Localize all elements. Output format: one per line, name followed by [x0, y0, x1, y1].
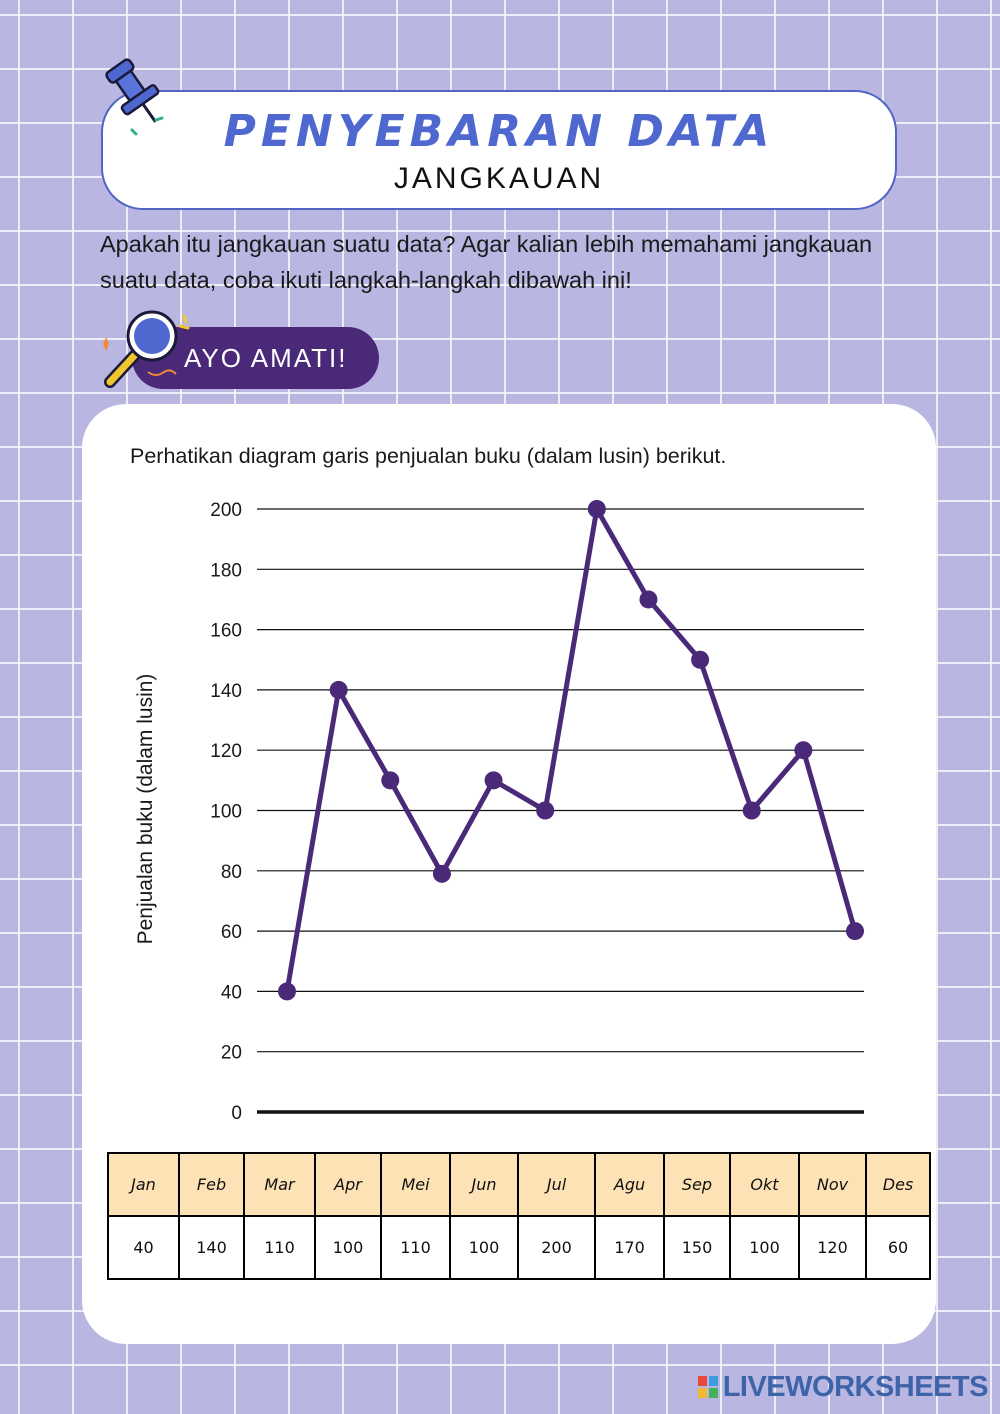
- data-point-jun: [536, 802, 554, 820]
- data-point-des: [846, 922, 864, 940]
- table-header-cell: Jul: [518, 1153, 595, 1216]
- y-tick-label: 60: [220, 922, 242, 944]
- y-tick-label: 140: [210, 680, 242, 702]
- table-value-cell: 140: [179, 1216, 244, 1279]
- table-header-cell: Mar: [244, 1153, 315, 1216]
- table-value-cell: 200: [518, 1216, 595, 1279]
- table-value-cell: 100: [730, 1216, 799, 1279]
- y-tick-label: 80: [220, 861, 242, 883]
- table-header-cell: Okt: [730, 1153, 799, 1216]
- watermark: [697, 1370, 988, 1404]
- table-value-cell: 40: [108, 1216, 179, 1279]
- y-axis-label: Penjualan buku (dalam lusin): [134, 673, 157, 945]
- title-banner: [101, 90, 897, 210]
- watermark-text: LIVEWORKSHEETS: [722, 1370, 988, 1403]
- table-header-cell: Des: [866, 1153, 930, 1216]
- table-header-cell: Apr: [315, 1153, 381, 1216]
- table-header-cell: Sep: [664, 1153, 730, 1216]
- y-tick-label: 160: [210, 620, 242, 642]
- table-header-cell: Mei: [381, 1153, 450, 1216]
- table-header-cell: Jun: [450, 1153, 518, 1216]
- y-tick-label: 40: [220, 982, 242, 1004]
- data-point-jul: [588, 500, 606, 518]
- y-tick-label: 120: [210, 741, 242, 763]
- table-header-cell: Agu: [595, 1153, 664, 1216]
- line-chart: [82, 404, 936, 1164]
- table-value-cell: 170: [595, 1216, 664, 1279]
- data-point-jan: [278, 982, 296, 1000]
- data-point-feb: [330, 681, 348, 699]
- data-point-mei: [485, 771, 503, 789]
- data-point-mar: [381, 771, 399, 789]
- y-axis-ticks: [210, 500, 242, 1124]
- chart-gridlines: [257, 509, 864, 1112]
- page-title: PENYEBARAN DATA: [223, 106, 775, 157]
- content-card: [82, 404, 936, 1344]
- y-tick-label: 20: [220, 1042, 242, 1064]
- page-subtitle: JANGKAUAN: [393, 162, 605, 195]
- data-point-sep: [691, 651, 709, 669]
- table-value-cell: 60: [866, 1216, 930, 1279]
- intro-paragraph: Apakah itu jangkauan suatu data? Agar kalian lebih memahami jangkauan suatu data, coba ikuti langkah-langkah dibawah ini!: [100, 231, 873, 293]
- table-value-row: [108, 1216, 930, 1279]
- y-tick-label: 0: [231, 1103, 242, 1124]
- table-header-row: [108, 1153, 930, 1216]
- y-tick-label: 200: [210, 500, 242, 521]
- badge-label: AYO AMATI!: [184, 343, 348, 373]
- table-value-cell: 110: [381, 1216, 450, 1279]
- table-value-cell: 100: [450, 1216, 518, 1279]
- table-value-cell: 100: [315, 1216, 381, 1279]
- liveworksheets-logo-icon: [697, 1374, 719, 1400]
- table-value-cell: 150: [664, 1216, 730, 1279]
- table-header-cell: Jan: [108, 1153, 179, 1216]
- table-header-cell: Nov: [799, 1153, 866, 1216]
- data-point-apr: [433, 865, 451, 883]
- chart-caption: Perhatikan diagram garis penjualan buku (dalam lusin) berikut.: [130, 444, 727, 468]
- y-tick-label: 180: [210, 560, 242, 582]
- magnifier-icon: [96, 306, 206, 396]
- table-header-cell: Feb: [179, 1153, 244, 1216]
- table-value-cell: 120: [799, 1216, 866, 1279]
- pushpin-icon: [96, 54, 176, 144]
- data-point-nov: [794, 741, 812, 759]
- data-table: [107, 1152, 931, 1280]
- data-point-okt: [743, 802, 761, 820]
- y-tick-label: 100: [210, 801, 242, 823]
- data-point-agu: [639, 590, 657, 608]
- table-value-cell: 110: [244, 1216, 315, 1279]
